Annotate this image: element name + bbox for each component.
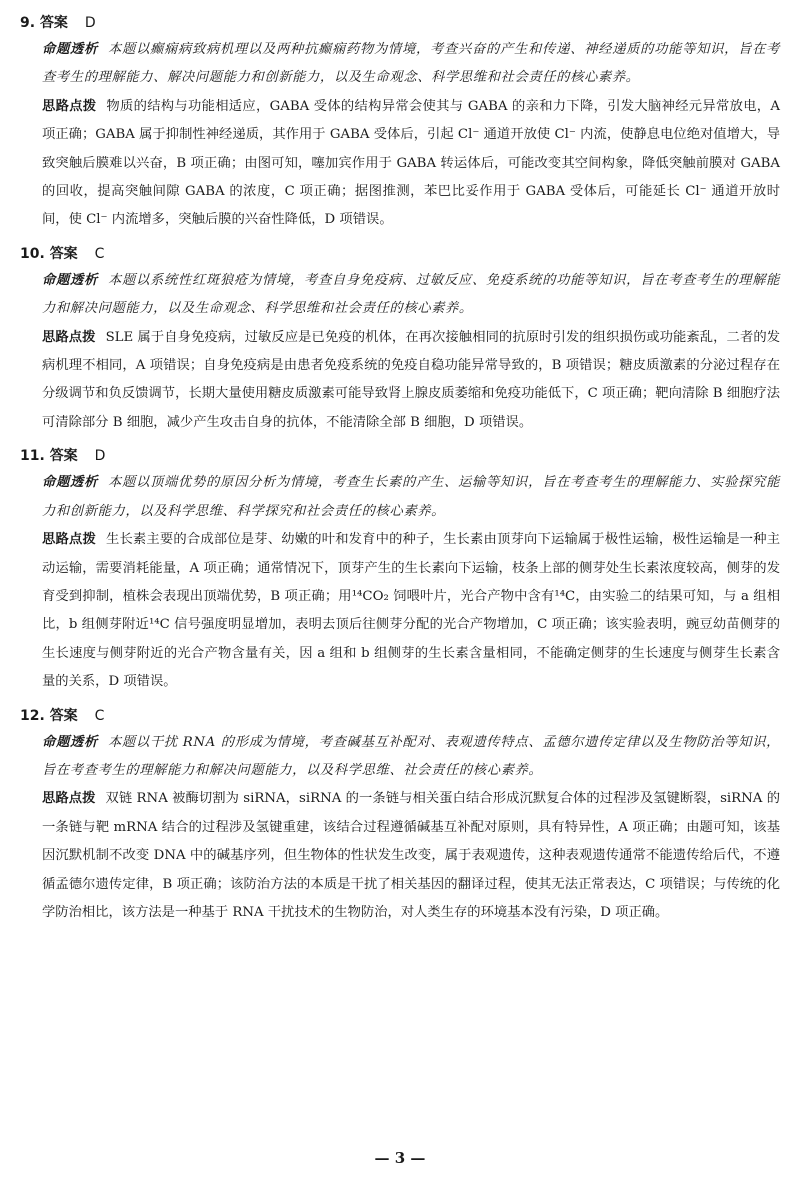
review-text: 本题以系统性红斑狼疮为情境，考查自身免疫病、过敏反应、免疫系统的功能等知识，旨在考查考生的理解能力和解决问题能力，以及生命观念、科学思维和社会责任的核心素养。 bbox=[42, 272, 780, 317]
analysis-label: 思路点拨 bbox=[42, 98, 97, 114]
analysis-label: 思路点拨 bbox=[42, 532, 96, 548]
review-label: 命题透析 bbox=[42, 272, 99, 288]
analysis-text: 物质的结构与功能相适应，GABA 受体的结构异常会使其与 GABA 的亲和力下降，引发大脑神经元异常放电，A 项正确；GABA 属于抑制性神经递质，其作用于 GABA 受体后，引起 Cl⁻ 通道开放使 Cl⁻ 内流，使静息电位绝对值增大，导致突触后膜难以兴奋，B 项正确；由图可知，噻加宾作用于 GABA 转运体后，可能改变其空间构象，降低突触前膜对 GABA 的回收，提高突触间隙 GABA 的浓度，C 项正确；据图推测，苯巴比妥作用于 GABA 受体后，可能延长 Cl⁻ 通道开放时间，使 Cl⁻ 内流增多，突触后膜的兴奋性降低，D 项错误。 bbox=[42, 98, 780, 228]
review-text: 本题以癫痫病致病机理以及两种抗癫痫药物为情境，考查兴奋的产生和传递、神经递质的功能等知识，旨在考查考生的理解能力、解决问题能力和创新能力，以及生命观念、科学思维和社会责任的核心素养。 bbox=[42, 42, 780, 86]
question-heading bbox=[20, 443, 780, 469]
question-11 bbox=[20, 443, 780, 696]
answer-label: 答案 bbox=[39, 15, 68, 31]
analysis-paragraph bbox=[42, 324, 780, 438]
review-paragraph bbox=[42, 729, 780, 786]
question-12 bbox=[20, 703, 780, 928]
analysis-text: 双链 RNA 被酶切割为 siRNA，siRNA 的一条链与相关蛋白结合形成沉默复合体的过程涉及氢键断裂，siRNA 的一条链与靶 mRNA 结合的过程涉及氢键重建，该结合过程遵循碱基互补配对原则，具有特异性，A 项正确；由题可知，该基因沉默机制不改变 DNA 中的碱基序列，但生物体的性状发生改变，属于表观遗传，这种表观遗传通常不能遗传给后代，不遵循孟德尔遗传定律，B 项正确；该防治方法的本质是干扰了相关基因的翻译过程，使其无法正常表达，C 项错误；与传统的化学防治相比，该方法是一种基于 RNA 干扰技术的生物防治，对人类生存的环境基本没有污染，D 项正确。 bbox=[42, 791, 781, 920]
analysis-paragraph bbox=[42, 93, 780, 235]
review-label: 命题透析 bbox=[42, 734, 98, 750]
review-paragraph bbox=[42, 267, 780, 324]
answer-label: 答案 bbox=[49, 707, 78, 724]
analysis-paragraph bbox=[42, 785, 780, 927]
question-10 bbox=[20, 241, 780, 437]
answer-letter: C bbox=[94, 707, 105, 724]
answer-label: 答案 bbox=[49, 448, 78, 465]
question-heading bbox=[20, 703, 780, 729]
review-text: 本题以干扰 RNA 的形成为情境，考查碱基互补配对、表观遗传特点、孟德尔遗传定律以及生物防治等知识，旨在考查考生的理解能力和解决问题能力，以及科学思维、社会责任的核心素养。 bbox=[42, 734, 780, 778]
analysis-label: 思路点拨 bbox=[42, 329, 96, 345]
question-number: 10. bbox=[20, 245, 45, 262]
question-number: 9. bbox=[20, 15, 36, 31]
analysis-text: 生长素主要的合成部位是芽、幼嫩的叶和发育中的种子，生长素由顶芽向下运输属于极性运输，极性运输是一种主动运输，需要消耗能量，A 项正确；通常情况下，顶芽产生的生长素向下运输，枝条上部的侧芽处生长素浓度较高，侧芽的发育受到抑制，植株会表现出顶端优势，B 项正确；用¹⁴CO₂ 饲喂叶片，光合产物中含有¹⁴C，由实验二的结果可知，与 a 组相比，b 组侧芽附近¹⁴C 信号强度明显增加，表明去顶后往侧芽分配的光合产物增加，C 项正确；该实验表明，豌豆幼苗侧芽的生长速度与侧芽附近的光合产物含量有关，因 a 组和 b 组侧芽的生长素含量相同，不能确定侧芽的生长速度与侧芽生长素含量的关系，D 项错误。 bbox=[42, 532, 781, 690]
question-heading bbox=[20, 10, 780, 36]
answer-letter: D bbox=[84, 15, 96, 31]
review-label: 命题透析 bbox=[42, 42, 99, 57]
analysis-text: SLE 属于自身免疫病，过敏反应是已免疫的机体，在再次接触相同的抗原时引发的组织损伤或功能紊乱，二者的发病机理不相同，A 项错误；自身免疫病是由患者免疫系统的免疫自稳功能异常导致的，B 项错误；糖皮质激素的分泌过程存在分级调节和负反馈调节，长期大量使用糖皮质激素可能导致肾上腺皮质萎缩和免疫功能低下，C 项正确；靶向清除 B 细胞疗法可清除部分 B 细胞，减少产生攻击自身的抗体，不能清除全部 B 细胞，D 项错误。 bbox=[42, 329, 781, 430]
question-number: 11. bbox=[20, 448, 45, 465]
question-9 bbox=[20, 10, 780, 235]
page-number: — 3 — bbox=[374, 1149, 426, 1167]
answer-letter: D bbox=[94, 448, 106, 465]
question-heading bbox=[20, 241, 780, 267]
review-paragraph bbox=[42, 469, 780, 526]
review-text: 本题以顶端优势的原因分析为情境，考查生长素的产生、运输等知识，旨在考查考生的理解能力、实验探究能力和创新能力，以及科学思维、科学探究和社会责任的核心素养。 bbox=[42, 475, 780, 519]
answer-letter: C bbox=[94, 245, 105, 262]
review-label: 命题透析 bbox=[42, 475, 99, 491]
analysis-paragraph bbox=[42, 526, 780, 696]
review-paragraph bbox=[42, 36, 780, 93]
analysis-label: 思路点拨 bbox=[42, 791, 96, 807]
answer-label: 答案 bbox=[49, 245, 78, 262]
question-number: 12. bbox=[20, 707, 45, 724]
